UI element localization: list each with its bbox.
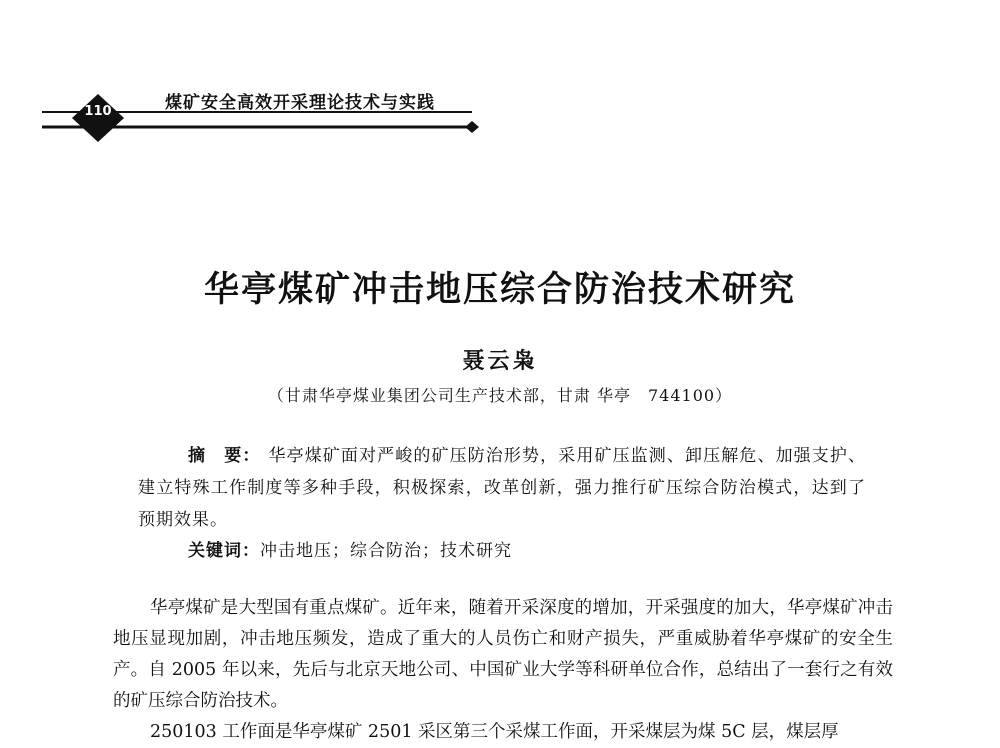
abstract-text: 华亭煤矿面对严峻的矿压防治形势，采用矿压监测、卸压解危、加强支护、建立特殊工作制度等多种手段，积极探索，改革创新，强力推行矿压综合防治模式，达到了预期效果。 [138,446,867,530]
author: 聂云枭 [462,348,538,374]
abstract [138,440,866,536]
keywords [188,536,512,561]
affiliation: （甘肃华亭煤业集团公司生产技术部，甘肃 华亭 744100） [267,386,733,405]
keywords-text: 冲击地压；综合防治；技术研究 [260,541,512,561]
body-paragraph: 华亭煤矿是大型国有重点煤矿。近年来，随着开采深度的增加，开采强度的加大，华亭煤矿冲击地压显现加剧，冲击地压频发，造成了重大的人员伤亡和财产损失，严重威胁着华亭煤矿的安全生产。自 2005 年以来，先后与北京天地公司、中国矿业大学等科研单位合作，总结出了一套行之有效的矿压综合防治技术。 [113,598,893,711]
header-rule-end-diamond [465,121,479,133]
header-ornament [0,0,1000,160]
keywords-label: 关键词： [188,541,260,561]
page-number: 110 [84,104,112,119]
body-text [113,593,893,748]
body-paragraph: 250103 工作面是华亭煤矿 2501 采区第三个采煤工作面，开采煤层为煤 5C 层，煤层厚 [150,722,839,742]
abstract-label: 摘 要： [188,446,261,466]
paper-title: 华亭煤矿冲击地压综合防治技术研究 [203,270,796,310]
running-title: 煤矿安全高效开采理论技术与实践 [165,93,435,113]
